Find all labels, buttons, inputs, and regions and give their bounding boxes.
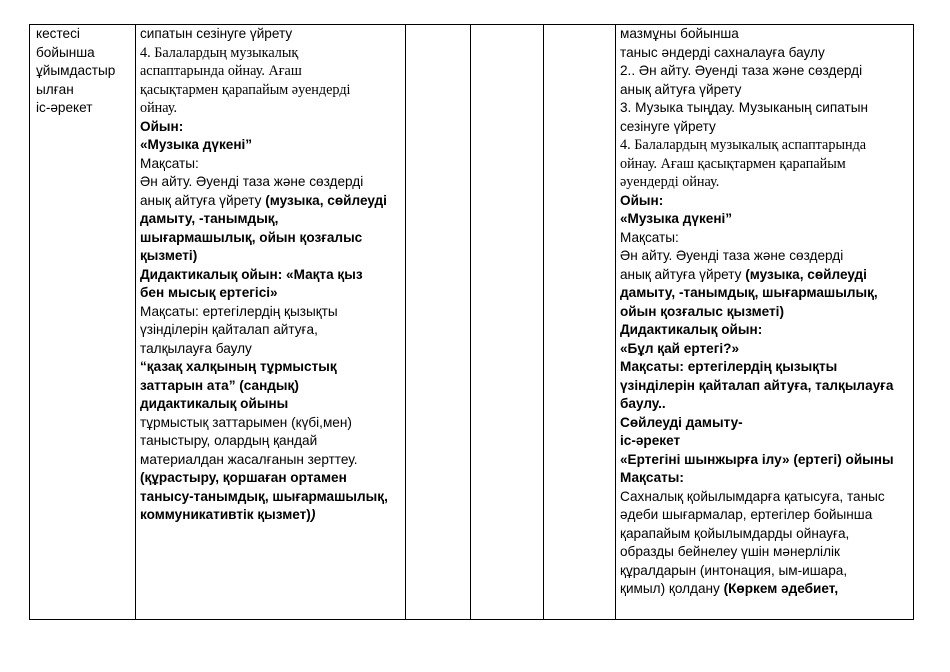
game-heading: Ойын:	[620, 192, 664, 208]
game-title: «Ертегіні шынжырға ілу» (ертегі) ойыны	[620, 451, 894, 467]
didactic-game-title: заттарын ата” (сандық)	[140, 377, 299, 393]
cell-text-fragment: коммуникативтік қызмет)	[140, 507, 311, 522]
cell-text-line: қызметі)	[140, 248, 198, 263]
cell-text-line: Ән айту. Әуенді таза және сөздерді	[620, 248, 844, 263]
cell-text-line: 3. Музыка тыңдау. Музыканың сипатын	[620, 100, 868, 115]
game-title: «Музыка дүкені”	[140, 137, 253, 152]
cell-text-fragment: (музыка, сөйлеуді	[265, 192, 387, 208]
cell-text-line: анық айтуға үйрету	[620, 81, 742, 97]
cell-text-line: (құрастыру, қоршаған ортамен	[140, 470, 347, 485]
cell-text-fragment: анық айтуға үйрету	[620, 266, 746, 282]
cell-text-line	[620, 266, 914, 285]
didactic-game-title: «Бұл қай ертегі?»	[620, 340, 740, 356]
cell-text-line	[140, 192, 404, 211]
cell-text-line: шығармашылық, ойын қозғалыс	[140, 229, 363, 245]
friday-activities-cell	[620, 25, 914, 619]
cell-text-line: образды бейнелеу үшін мәнерлілік	[620, 544, 840, 559]
cell-text-fragment: қимыл) қолдану	[620, 581, 724, 596]
column-divider	[615, 25, 616, 619]
cell-text-line: құралдарын (интонация, ым-ишара,	[620, 562, 848, 578]
cell-text-line: талқылауға баулу	[140, 340, 252, 356]
cell-text-line: үзінділерін қайталап айтуға,	[140, 322, 318, 337]
didactic-game-heading: Дидактикалық ойын:	[620, 322, 763, 337]
cell-text-line: үзінділерін қайталап айтуға, талқылауға	[620, 377, 894, 393]
monday-activities-cell	[140, 25, 404, 619]
cell-text-line: дамыту, -танымдық, шығармашылық,	[620, 285, 878, 300]
cell-text-line: кестесі	[36, 26, 80, 41]
cell-text-line: әдеби шығармалар, ертегілер бойынша	[620, 507, 873, 522]
cell-text-line: аспаптарында ойнау. Ағаш	[140, 63, 302, 79]
cell-text-line: Мақсаты: ертегілердің қызықты	[140, 303, 338, 319]
cell-text-line: ойын қозғалыс қызметі)	[620, 303, 784, 319]
cell-text-line: іс-әрекет	[36, 100, 93, 115]
cell-text-line: қасықтармен қарапайым әуендерді	[140, 81, 351, 98]
cell-text-line: ылған	[36, 81, 74, 97]
cell-text-line: сезінуге үйрету	[620, 118, 716, 134]
cell-text-line: материалдан жасалғанын зерттеу.	[140, 451, 358, 467]
cell-text-line	[620, 580, 914, 599]
didactic-game-title: дидактикалық ойыны	[140, 396, 289, 411]
schedule-table	[29, 24, 914, 620]
cell-text-line: баулу..	[620, 396, 666, 411]
empty-cell	[471, 25, 542, 619]
cell-text-line: Ән айту. Әуенді таза және сөздерді	[140, 174, 364, 189]
cell-text-line: 4. Балалардың музыкалық аспаптарында	[620, 137, 867, 153]
cell-text-line: дамыту, -танымдық,	[140, 211, 279, 226]
goal-label: Мақсаты:	[140, 155, 199, 171]
game-title: «Музыка дүкені”	[620, 211, 733, 226]
cell-text-line: таныс әндерді сахналауға баулу	[620, 44, 825, 60]
cell-text-line: қарапайым қойылымдарды ойнауға,	[620, 525, 850, 541]
cell-text-line: бойынша	[36, 44, 95, 60]
game-heading: Ойын:	[140, 118, 184, 134]
cell-text-line: мазмұны бойынша	[620, 26, 739, 41]
cell-text-line: танысу-танымдық, шығармашылық,	[140, 488, 388, 504]
didactic-game-title: бен мысық ертегісі»	[140, 285, 278, 300]
cell-text-line: тұрмыстық заттарымен (күбі,мен)	[140, 414, 352, 430]
cell-text-fragment: анық айтуға үйрету	[140, 192, 266, 208]
column-divider	[135, 25, 136, 619]
goal-label: Мақсаты:	[620, 229, 679, 245]
cell-text-fragment: (Көркем әдебиет,	[723, 581, 839, 596]
cell-text-fragment: )	[310, 507, 316, 522]
cell-text-line: сипатын сезінуге үйрету	[140, 26, 293, 41]
cell-text-line: таныстыру, олардың қандай	[140, 433, 318, 448]
didactic-game-title: Дидактикалық ойын: «Мақта қыз	[140, 266, 363, 282]
empty-cell	[544, 25, 614, 619]
cell-text-line: ұйымдастыр	[36, 63, 116, 78]
activity-heading: іс-әрекет	[620, 433, 681, 448]
activity-heading: Сөйлеуді дамыту-	[620, 414, 743, 430]
cell-text-line: ойнау. Ағаш қасықтармен қарапайым	[620, 155, 846, 172]
cell-text-fragment: (музыка, сөйлеуді	[745, 266, 867, 282]
cell-text-line: ойнау.	[140, 100, 178, 116]
cell-text-line: Сахналық қойылымдарға қатысуға, таныс	[620, 488, 885, 504]
cell-text-line: әуендерді ойнау.	[620, 174, 720, 190]
activity-type-cell	[36, 25, 134, 619]
cell-text-line: 4. Балалардың музыкалық	[140, 44, 299, 61]
cell-text-line	[140, 506, 404, 525]
cell-text-line: Мақсаты: ертегілердің қызықты	[620, 359, 838, 374]
cell-text-line: 2.. Ән айту. Әуенді таза және сөздерді	[620, 63, 863, 78]
didactic-game-title: “қазақ халқының тұрмыстық	[140, 359, 337, 374]
empty-cell	[406, 25, 469, 619]
goal-label: Мақсаты:	[620, 470, 684, 485]
